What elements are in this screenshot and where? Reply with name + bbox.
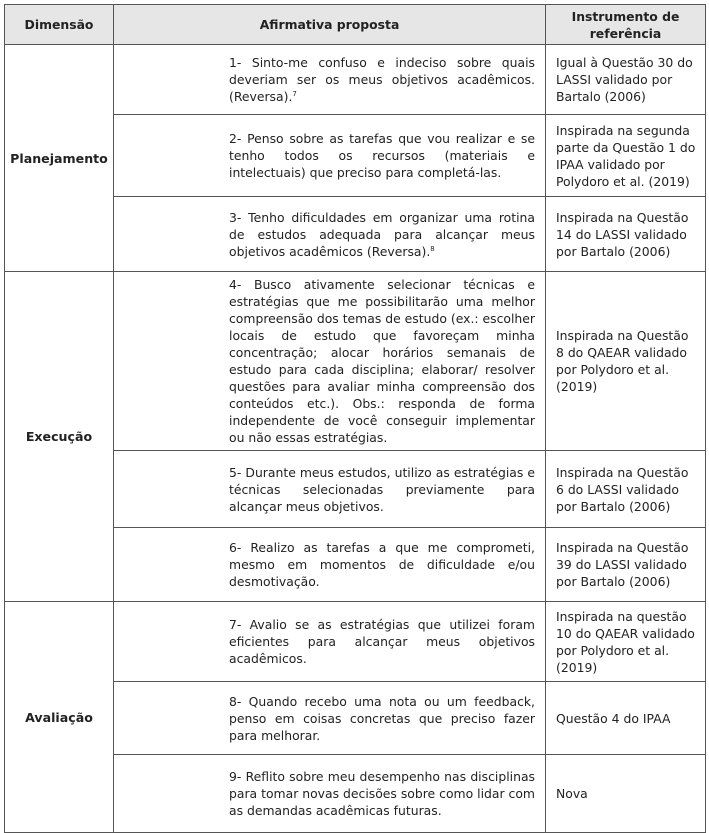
afirmativa-cell [114, 272, 546, 451]
instrumento-cell: Inspirada na questão 10 do QAEAR validado por Polydoro et al. (2019) [546, 602, 706, 682]
dimension-planejamento: Planejamento [5, 45, 114, 272]
afirmativa-cell [114, 451, 546, 528]
afirmativa-text: 1- Sinto-me confuso e indeciso sobre quais deveriam ser os meus objetivos acadêmicos. (Reversa). [229, 55, 535, 104]
instrumento-cell: Igual à Questão 30 do LASSI validado por Bartalo (2006) [546, 45, 706, 115]
header-dimensao: Dimensão [5, 5, 114, 45]
instrumento-cell: Inspirada na Questão 8 do QAEAR validado por Polydoro et al. (2019) [546, 272, 706, 451]
footnote-marker: 7 [292, 89, 297, 98]
table-row [5, 602, 706, 682]
afirmativa-text: 8- Quando recebo uma nota ou um feedback, penso em coisas concretas que preciso fazer para melhorar. [229, 693, 535, 743]
afirmativa-cell [114, 602, 546, 682]
dimension-execucao: Execução [5, 272, 114, 602]
afirmativa-text: 7- Avalio se as estratégias que utilizei foram eficientes para alcançar meus objetivos acadêmicos. [229, 617, 535, 666]
afirmativa-text: 9- Reflito sobre meu desempenho nas disciplinas para tomar novas decisões sobre como lidar com as demandas acadêmicas futuras. [229, 769, 535, 818]
table-row [5, 45, 706, 115]
instrumento-cell: Inspirada na segunda parte da Questão 1 do IPAA validado por Polydoro et al. (2019) [546, 115, 706, 197]
afirmativa-text: 3- Tenho dificuldades em organizar uma rotina de estudos adequada para alcançar meus objetivos acadêmicos (Reversa). [229, 209, 535, 259]
instrumento-cell: Questão 4 do IPAA [546, 682, 706, 755]
header-row [5, 5, 706, 45]
footnote-marker: 8 [430, 244, 435, 253]
afirmativa-cell [114, 682, 546, 755]
afirmativa-cell [114, 755, 546, 833]
afirmativa-text: 4- Busco ativamente selecionar técnicas e estratégias que me possibilitarão uma melhor compreensão dos temas de estudo (ex.: escolher locais de estudo que favoreçam minha concentração; alocar horários semanais de estudo para cada disciplina; elaborar/ resolver questões para avaliar minha compreensão dos conteúdos etc.). Obs.: responda de forma independente de você conseguir implementar ou não essas estratégias. [229, 277, 535, 445]
instrumento-cell: Inspirada na Questão 6 do LASSI validado por Bartalo (2006) [546, 451, 706, 528]
instrumento-cell: Inspirada na Questão 39 do LASSI validado por Bartalo (2006) [546, 528, 706, 602]
header-afirmativa: Afirmativa proposta [114, 5, 546, 45]
instrumento-cell: Inspirada na Questão 14 do LASSI validado por Bartalo (2006) [546, 197, 706, 272]
afirmativa-text: 2- Penso sobre as tarefas que vou realizar e se tenho todos os recursos (materiais e intelectuais) que preciso para completá-las. [229, 131, 535, 180]
header-instrumento: Instrumento de referência [546, 5, 706, 45]
table-row [5, 272, 706, 451]
dimension-avaliacao: Avaliação [5, 602, 114, 833]
questionnaire-table [4, 4, 706, 833]
instrumento-cell: Nova [546, 755, 706, 833]
afirmativa-cell [114, 197, 546, 272]
afirmativa-cell [114, 115, 546, 197]
afirmativa-cell [114, 528, 546, 602]
afirmativa-text: 5- Durante meus estudos, utilizo as estratégias e técnicas selecionadas previamente para alcançar meus objetivos. [229, 464, 535, 514]
afirmativa-cell [114, 45, 546, 115]
afirmativa-text: 6- Realizo as tarefas a que me comprometi, mesmo em momentos de dificuldade e/ou desmotivação. [229, 540, 535, 589]
